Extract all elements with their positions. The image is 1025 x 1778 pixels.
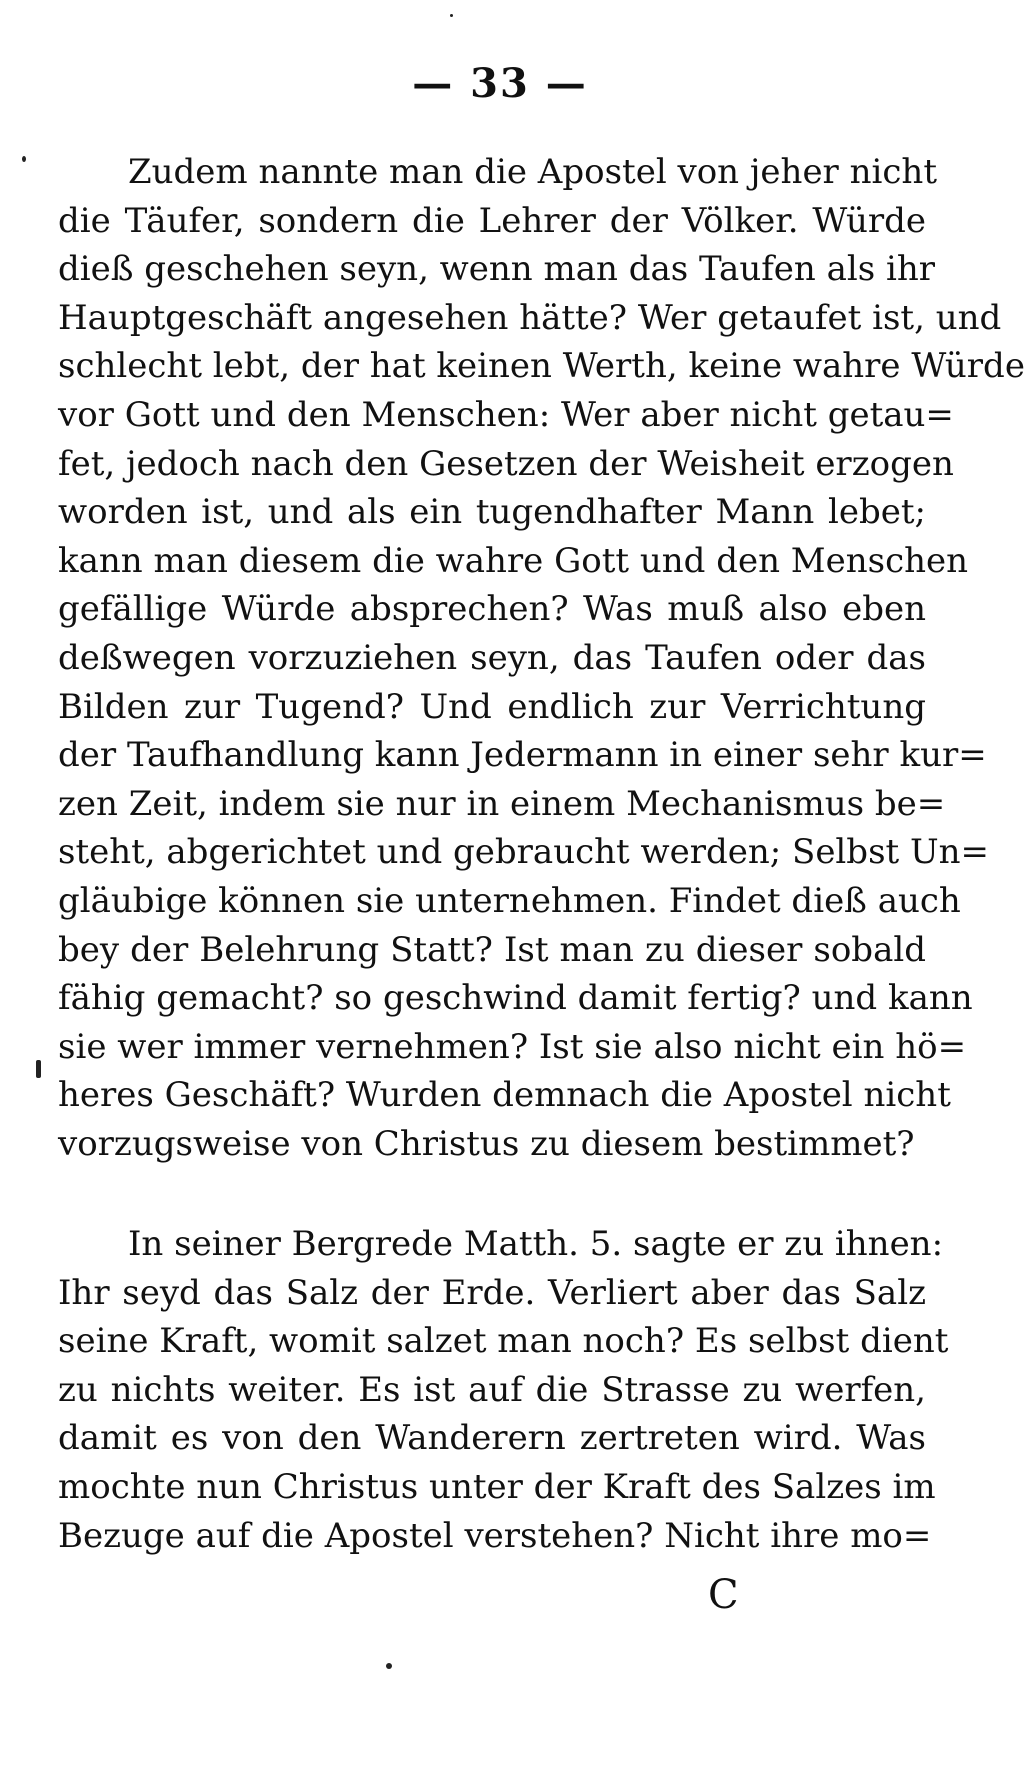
text-line: steht, abgerichtet und gebraucht werden; Selbst Un= (58, 832, 990, 873)
paragraph-1 (58, 148, 1025, 1168)
text-line: vorzugsweise von Christus zu diesem bestimmet? (58, 1123, 915, 1164)
text-line: die Täufer, sondern die Lehrer der Völker. Würde (58, 200, 926, 241)
ink-speck (22, 156, 26, 162)
text-line: vor Gott und den Menschen: Wer aber nicht getau= (58, 394, 954, 435)
text-line: damit es von den Wanderern zertreten wird. Was (58, 1418, 926, 1459)
text-line: deßwegen vorzuziehen seyn, das Taufen oder das (58, 637, 926, 678)
text-line: dieß geschehen seyn, wenn man das Taufen als ihr (58, 249, 936, 290)
text-line: bey der Belehrung Statt? Ist man zu dieser sobald (58, 929, 926, 970)
text-line: fet, jedoch nach den Gesetzen der Weisheit erzogen (58, 443, 954, 484)
page-number: — 33 — (412, 60, 588, 107)
text-line: heres Geschäft? Wurden demnach die Apostel nicht (58, 1075, 951, 1116)
text-line: Ihr seyd das Salz der Erde. Verliert aber das Salz (58, 1272, 926, 1313)
text-line: gefällige Würde absprechen? Was muß also eben (58, 589, 926, 630)
paragraph-2 (58, 1220, 949, 1560)
ink-speck (450, 14, 453, 17)
text-line: sie wer immer vernehmen? Ist sie also nicht ein hö= (58, 1026, 967, 1067)
text-line: seine Kraft, womit salzet man noch? Es selbst dient (58, 1321, 949, 1362)
text-line: In seiner Bergrede Matth. 5. sagte er zu ihnen: (128, 1224, 944, 1264)
text-line: fähig gemacht? so geschwind damit fertig? und kann (58, 978, 973, 1019)
text-line: Bilden zur Tugend? Und endlich zur Verrichtung (58, 686, 926, 727)
text-line: zu nichts weiter. Es ist auf die Strasse zu werfen, (58, 1369, 926, 1410)
text-line: kann man diesem die wahre Gott und den Menschen (58, 540, 969, 581)
text-line: zen Zeit, indem sie nur in einem Mechanismus be= (58, 783, 946, 824)
ink-speck (36, 1060, 41, 1078)
text-line: gläubige können sie unternehmen. Findet dieß auch (58, 880, 961, 921)
ink-speck (386, 1663, 392, 1669)
text-line: worden ist, und als ein tugendhafter Mann lebet; (58, 492, 926, 533)
text-line: mochte nun Christus unter der Kraft des Salzes im (58, 1466, 936, 1507)
text-line: Zudem nannte man die Apostel von jeher nicht (128, 152, 937, 192)
text-line: Hauptgeschäft angesehen hätte? Wer getaufet ist, und (58, 297, 1002, 338)
text-line: der Taufhandlung kann Jedermann in einer sehr kur= (58, 735, 987, 776)
text-line: schlecht lebt, der hat keinen Werth, keine wahre Würde (58, 346, 1025, 387)
text-line: Bezuge auf die Apostel verstehen? Nicht ihre mo= (58, 1515, 932, 1556)
signature-mark: C (708, 1572, 739, 1618)
